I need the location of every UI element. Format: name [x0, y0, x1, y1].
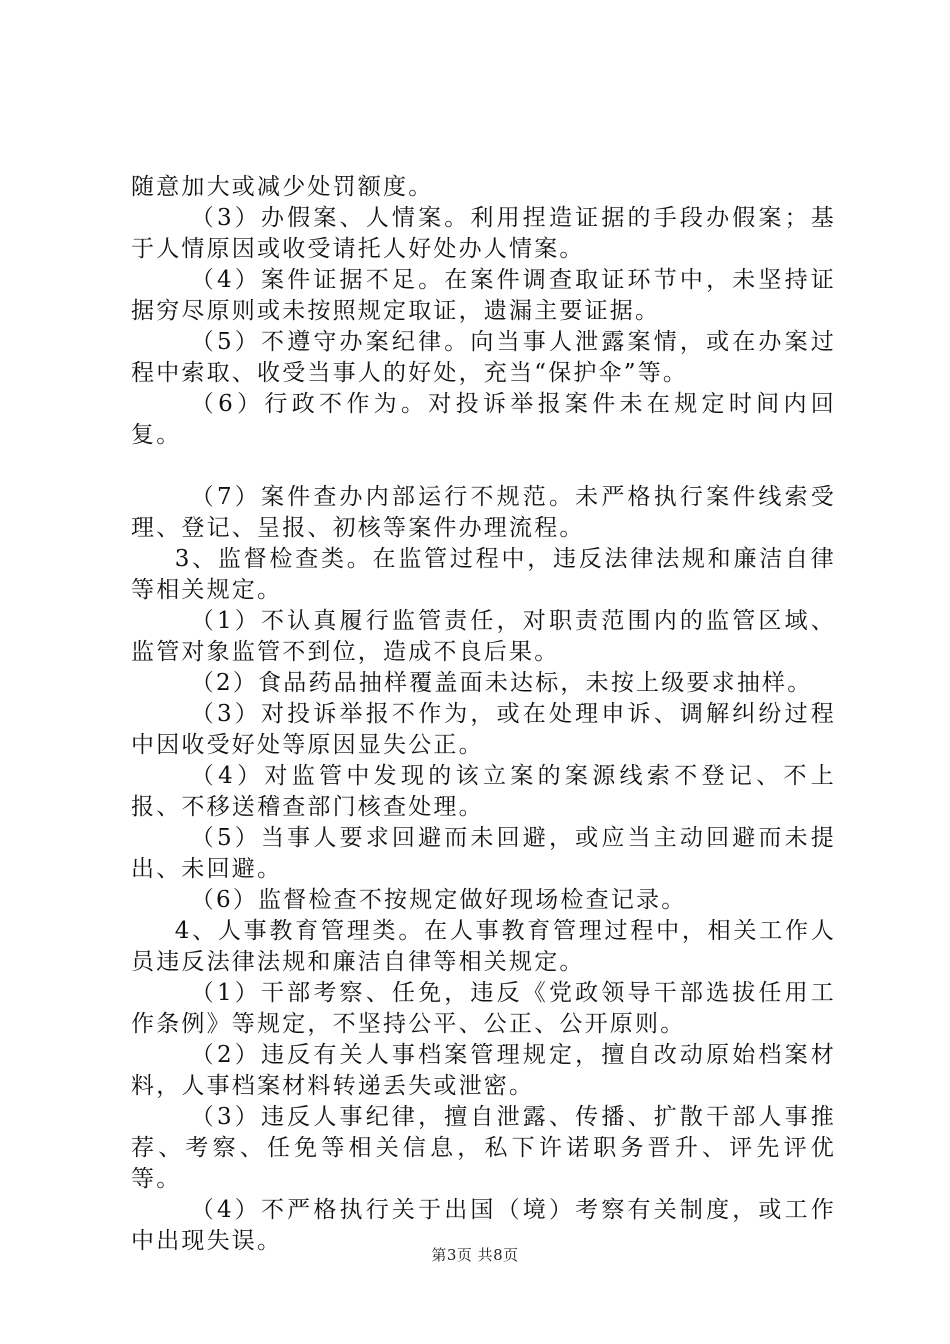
paragraph-supervision-item-5: （5）当事人要求回避而未回避，或应当主动回避而未提出、未回避。: [131, 825, 836, 882]
paragraph-personnel-item-1: （1）干部考察、任免，违反《党政领导干部选拔任用工作条例》等规定，不坚持公平、公正、公开原则。: [131, 980, 836, 1037]
paragraph-item-3-fake-case: （3）办假案、人情案。利用捏造证据的手段办假案；基于人情原因或收受请托人好处办人情案。: [131, 205, 836, 262]
paragraph-supervision-item-1: （1）不认真履行监管责任，对职责范围内的监管区域、监管对象监管不到位，造成不良后果。: [131, 608, 836, 665]
paragraph-supervision-item-3: （3）对投诉举报不作为，或在处理申诉、调解纠纷过程中因收受好处等原因显失公正。: [131, 701, 836, 758]
paragraph-item-6-inaction: （6）行政不作为。对投诉举报案件未在规定时间内回复。: [131, 391, 836, 448]
paragraph-supervision-item-4: （4）对监管中发现的该立案的案源线索不登记、不上报、不移送稽查部门核查处理。: [131, 763, 836, 820]
paragraph-item-4-insufficient-evidence: （4）案件证据不足。在案件调查取证环节中，未坚持证据穷尽原则或未按照规定取证，遗漏主要证据。: [131, 267, 836, 324]
paragraph-item-7-internal-operation: （7）案件查办内部运行不规范。未严格执行案件线索受理、登记、呈报、初核等案件办理流程。: [131, 484, 836, 541]
paragraph-continuation: 随意加大或减少处罚额度。: [131, 174, 434, 200]
document-body: [131, 172, 836, 1257]
paragraph-supervision-item-6: （6）监督检查不按规定做好现场检查记录。: [190, 887, 687, 913]
paragraph-supervision-item-2: （2）食品药品抽样覆盖面未达标，未按上级要求抽样。: [190, 670, 813, 696]
paragraph-personnel-item-3: （3）违反人事纪律，擅自泄露、传播、扩散干部人事推荐、考察、任免等相关信息，私下许诺职务晋升、评先评优等。: [131, 1104, 836, 1192]
paragraph-item-5-case-discipline: （5）不遵守办案纪律。向当事人泄露案情，或在办案过程中索取、收受当事人的好处，充当“保护伞”等。: [131, 329, 836, 386]
section-heading-personnel: 4、人事教育管理类。在人事教育管理过程中，相关工作人员违反法律法规和廉洁自律等相关规定。: [131, 918, 836, 975]
paragraph-personnel-item-4: （4）不严格执行关于出国（境）考察有关制度，或工作中出现失误。: [131, 1197, 836, 1254]
page-number-footer: 第3页 共8页: [431, 1246, 519, 1264]
paragraph-personnel-item-2: （2）违反有关人事档案管理规定，擅自改动原始档案材料，人事档案材料转递丢失或泄密。: [131, 1042, 836, 1099]
section-heading-supervision: 3、监督检查类。在监管过程中，违反法律法规和廉洁自律等相关规定。: [131, 546, 836, 603]
